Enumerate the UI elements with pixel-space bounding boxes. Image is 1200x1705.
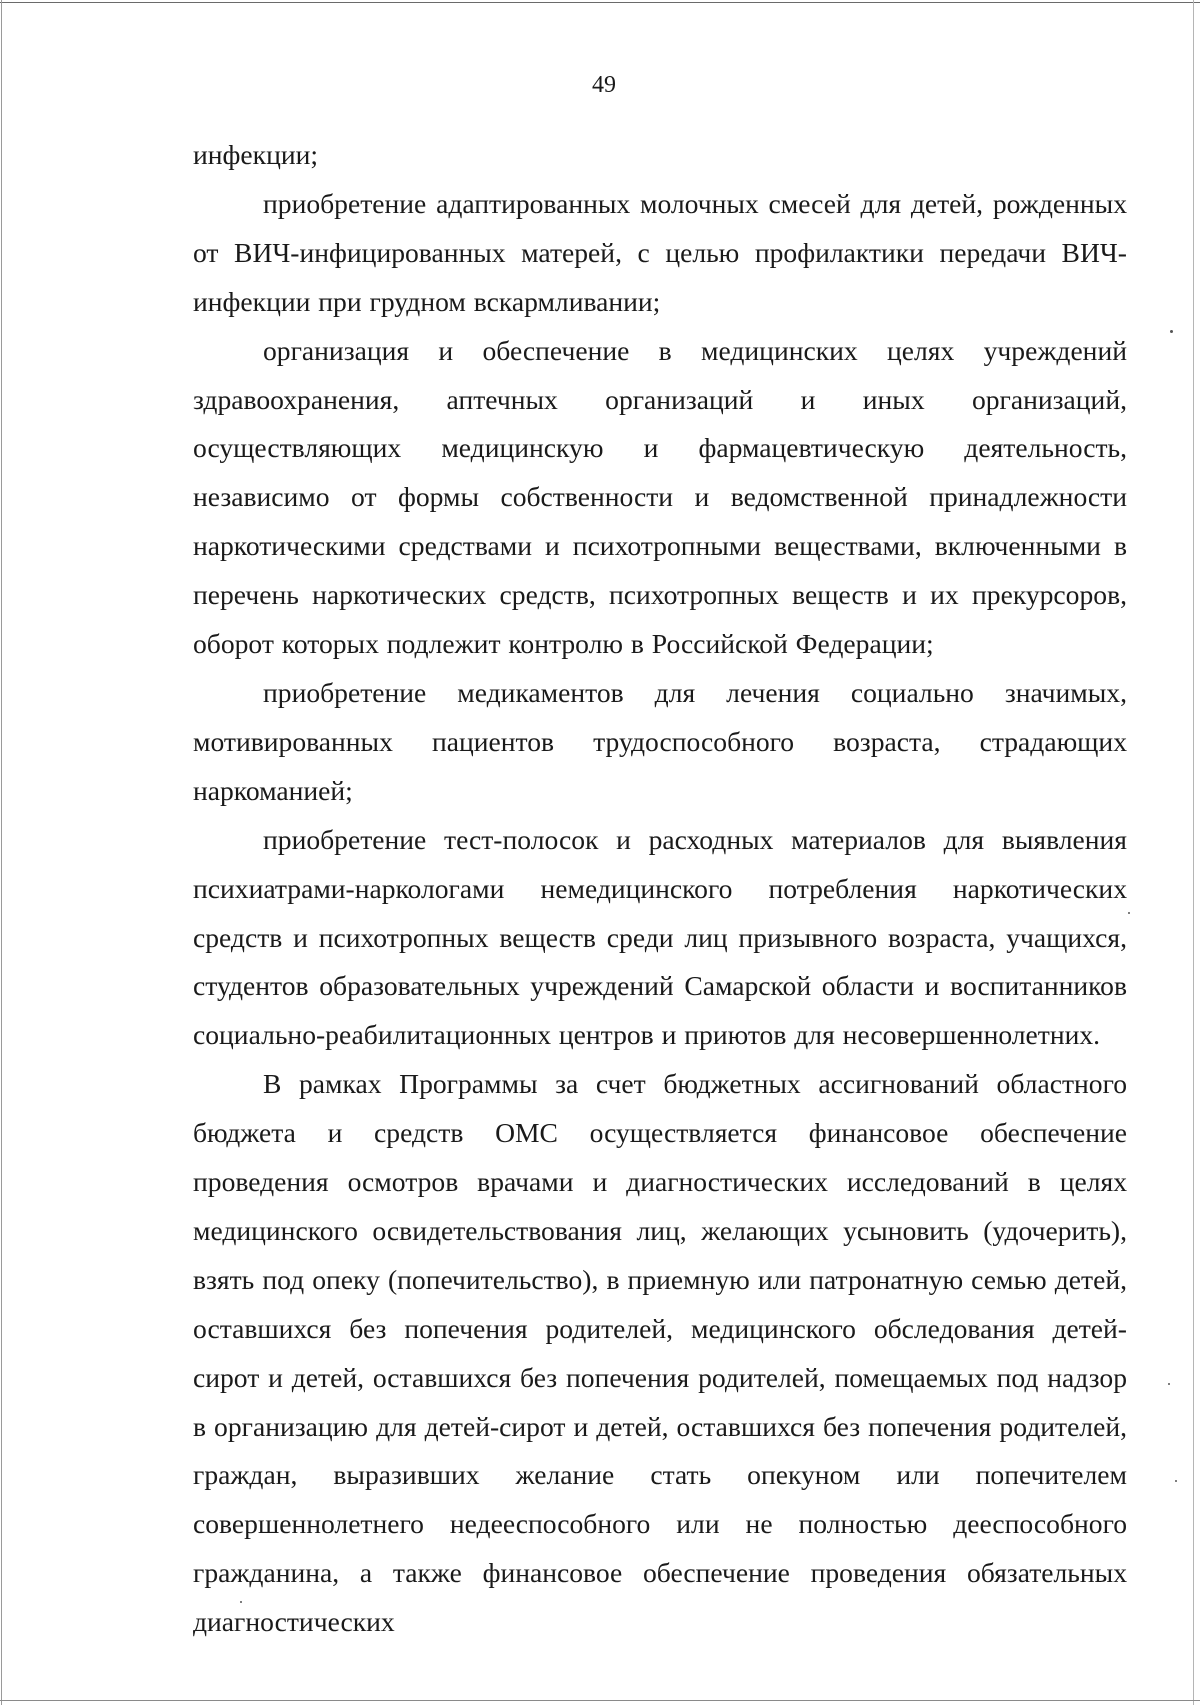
scan-speck: [1170, 330, 1173, 333]
scan-edge-top: [0, 2, 1200, 3]
paragraph-milk-formula: приобретение адаптированных молочных смесей для детей, рожденных от ВИЧ-инфицированных матерей, с целью профилактики передачи ВИЧ-инфекции при грудном вскармливании;: [193, 187, 1127, 317]
paragraph-test-strips: приобретение тест-полосок и расходных материалов для выявления психиатрами-наркологами немедицинского потребления наркотических средств и психотропных веществ среди лиц призывного возраста, учащихся, студентов образовательных учреждений Самарской области и воспитанников социально-реабилитационных центров и приютов для несовершеннолетних.: [193, 823, 1127, 1051]
paragraph-narcotic-supply: организация и обеспечение в медицинских целях учреждений здравоохранения, аптечных организаций и иных организаций, осуществляющих медицинскую и фармацевтическую деятельность, независимо от формы собственности и ведомственной принадлежности наркотическими средствами и психотропными веществами, включенными в перечень наркотических средств, психотропных веществ и их прекурсоров, оборот которых подлежит контролю в Российской Федерации;: [193, 334, 1127, 660]
paragraph-addiction-medication: приобретение медикаментов для лечения социально значимых, мотивированных пациентов трудоспособного возраста, страдающих наркоманией;: [193, 676, 1127, 806]
document-body: [193, 131, 1127, 1647]
paragraph-program-financing: В рамках Программы за счет бюджетных ассигнований областного бюджета и средств ОМС осуществляется финансовое обеспечение проведения осмотров врачами и диагностических исследований в целях медицинского освидетельствования лиц, желающих усыновить (удочерить), взять под опеку (попечительство), в приемную или патронатную семью детей, оставшихся без попечения родителей, медицинского обследования детей-сирот и детей, оставшихся без попечения родителей, помещаемых под надзор в организацию для детей-сирот и детей, оставшихся без попечения родителей, граждан, выразивших желание стать опекуном или попечителем совершеннолетнего недееспособного или не полностью дееспособного гражданина, а также финансовое обеспечение проведения обязательных диагностических: [193, 1068, 1127, 1638]
page-number: 49: [592, 72, 616, 98]
scan-speck: [1128, 912, 1130, 914]
scan-speck: [240, 1601, 242, 1603]
scan-edge-right: [1193, 0, 1194, 1705]
scan-speck: [1168, 1383, 1170, 1385]
scan-edge-bottom: [0, 1700, 1200, 1701]
scan-speck: [1175, 1480, 1177, 1482]
scan-edge-left: [1, 0, 2, 1705]
paragraph-infection-end: инфекции;: [193, 139, 319, 170]
